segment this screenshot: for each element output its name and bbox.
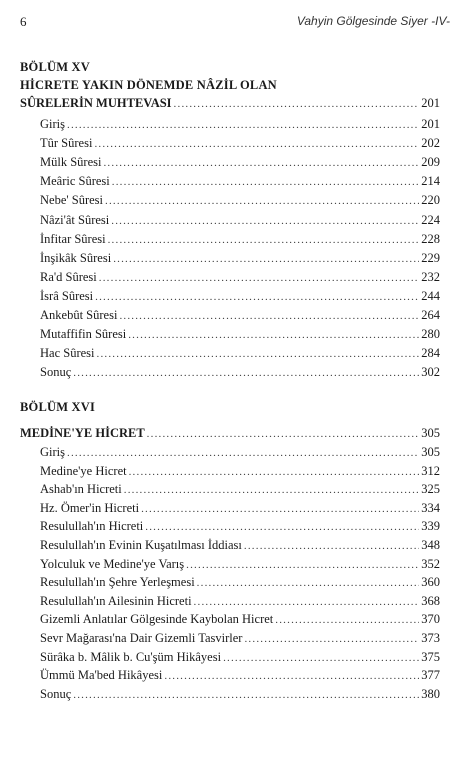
toc-entry[interactable]: [40, 211, 440, 229]
toc-page-number: 202: [421, 136, 440, 151]
toc-entry-title: İnşikâk Sûresi: [40, 250, 112, 265]
toc-entry[interactable]: [40, 306, 440, 324]
toc-entry[interactable]: [40, 134, 440, 152]
dot-leader: [99, 270, 419, 286]
page-number: 6: [20, 14, 27, 29]
toc-entry-title: İnfitar Sûresi: [40, 231, 106, 246]
toc-entry[interactable]: [40, 685, 440, 703]
toc-entry-title: Nebe' Sûresi: [40, 193, 104, 208]
dot-leader: [141, 501, 419, 517]
toc-page-number: 224: [421, 212, 440, 227]
dot-leader: [194, 594, 420, 610]
toc-page-number: 373: [421, 631, 440, 645]
toc-entry-title: Sonuç: [40, 686, 72, 701]
toc-entry[interactable]: [40, 555, 440, 573]
dot-leader: [97, 346, 420, 362]
toc-page-number: 264: [421, 308, 440, 322]
dot-leader: [103, 155, 419, 171]
toc-entry-title: Meâric Sûresi: [40, 174, 110, 189]
section-label-xvi: BÖLÜM XVI: [20, 400, 96, 414]
toc-entry-title: Mülk Sûresi: [40, 155, 102, 170]
toc-entry-title: Hz. Ömer'in Hicreti: [40, 500, 140, 515]
toc-page-number: 201: [421, 117, 440, 131]
toc-page-number: 232: [421, 269, 440, 284]
toc-entry[interactable]: [40, 191, 440, 209]
toc-page-number: 302: [421, 365, 440, 380]
toc-entry[interactable]: [40, 499, 440, 517]
dot-leader: [244, 538, 419, 554]
toc-entry[interactable]: [40, 648, 440, 666]
toc-entry[interactable]: [40, 536, 440, 554]
dot-leader: [186, 557, 419, 573]
toc-main-title: MEDİNE'YE HİCRET: [20, 426, 145, 440]
dot-leader: [94, 136, 419, 152]
toc-page-number: 377: [421, 668, 440, 683]
dot-leader: [113, 251, 419, 267]
dot-leader: [164, 668, 419, 684]
section-title-xv-line1: HİCRETE YAKIN DÖNEMDE NÂZİL OLAN: [20, 78, 277, 92]
toc-page-number: 380: [421, 686, 440, 701]
toc-entry-title: Resulullah'ın Hicreti: [40, 519, 144, 534]
toc-entry-title: Resulullah'ın Ailesinin Hicreti: [40, 593, 192, 608]
toc-page-number: 312: [421, 463, 440, 478]
toc-page-number: 228: [421, 231, 440, 246]
dot-leader: [112, 174, 419, 190]
toc-entry-title: Hac Sûresi: [40, 346, 95, 361]
toc-entry[interactable]: [40, 462, 440, 480]
toc-entry-title: Ashab'ın Hicreti: [40, 482, 122, 497]
dot-leader: [275, 612, 419, 628]
toc-entry-title: Nâzi'ât Sûresi: [40, 212, 110, 227]
toc-main-entry-xvi[interactable]: [20, 424, 440, 442]
dot-leader: [119, 308, 419, 324]
toc-entry[interactable]: [40, 443, 440, 461]
toc-entry-title: Giriş: [40, 117, 65, 131]
toc-entry[interactable]: [40, 629, 440, 647]
toc-entry[interactable]: [40, 480, 440, 498]
toc-entry-title: Giriş: [40, 445, 65, 459]
toc-page-number: 305: [421, 445, 440, 459]
dot-leader: [108, 232, 420, 248]
toc-entry[interactable]: [40, 573, 440, 591]
dot-leader: [73, 687, 419, 703]
toc-entry[interactable]: [40, 249, 440, 267]
toc-entry-title: Yolculuk ve Medine'ye Varış: [40, 556, 185, 571]
toc-page-number: 368: [421, 593, 440, 608]
toc-entry[interactable]: [40, 153, 440, 171]
toc-entry-title: Sonuç: [40, 365, 72, 380]
toc-main-entry-xv[interactable]: [20, 94, 440, 112]
toc-page-number: 325: [421, 482, 440, 497]
toc-page-number: 352: [421, 556, 440, 571]
toc-page-number: 220: [421, 193, 440, 208]
toc-page-number: 244: [421, 288, 440, 303]
toc-page-number: 201: [421, 96, 440, 110]
toc-entry[interactable]: [40, 268, 440, 286]
toc-entry-title: Gizemli Anlatılar Gölgesinde Kaybolan Hicret: [40, 612, 274, 627]
running-title: Vahyin Gölgesinde Siyer -IV-: [296, 14, 450, 28]
toc-page-number: 360: [421, 575, 440, 590]
toc-page-number: 284: [421, 346, 440, 361]
dot-leader: [124, 482, 420, 498]
toc-entry-title: Medine'ye Hicret: [40, 463, 127, 478]
dot-leader: [129, 464, 420, 480]
toc-entry[interactable]: [40, 287, 440, 305]
toc-entry-title: Ankebût Sûresi: [40, 308, 118, 322]
dot-leader: [105, 193, 419, 209]
section-label-xv: BÖLÜM XV: [20, 60, 91, 74]
dot-leader: [197, 575, 420, 591]
dot-leader: [111, 213, 419, 229]
toc-entry-title: Sürâka b. Mâlik b. Cu'şüm Hikâyesi: [40, 649, 222, 664]
toc-main-title: SÛRELERİN MUHTEVASI: [20, 96, 172, 110]
dot-leader: [67, 117, 419, 133]
dot-leader: [73, 365, 419, 381]
dot-leader: [147, 426, 420, 442]
toc-entry[interactable]: [40, 517, 440, 535]
toc-entry[interactable]: [40, 666, 440, 684]
dot-leader: [95, 289, 419, 305]
page-header: [20, 14, 450, 32]
toc-page-number: 375: [421, 649, 440, 664]
toc-entry[interactable]: [40, 325, 440, 343]
toc-entry[interactable]: [40, 230, 440, 248]
toc-page-number: 214: [421, 174, 440, 189]
toc-entry-title: Ümmü Ma'bed Hikâyesi: [40, 668, 163, 683]
dot-leader: [223, 650, 419, 666]
toc-page-number: 209: [421, 155, 440, 170]
toc-page-number: 348: [421, 538, 440, 552]
dot-leader: [145, 519, 419, 535]
toc-entry-title: Ra'd Sûresi: [40, 269, 97, 284]
dot-leader: [67, 445, 419, 461]
toc-entry-title: Sevr Mağarası'na Dair Gizemli Tasvirler: [40, 631, 243, 645]
toc-entry-title: Tûr Sûresi: [40, 136, 93, 151]
toc-page-number: 334: [421, 500, 440, 515]
toc-entry-title: İsrâ Sûresi: [40, 288, 94, 303]
toc-page-number: 229: [421, 250, 440, 265]
toc-entry-title: Resulullah'ın Şehre Yerleşmesi: [40, 575, 195, 590]
toc-page-number: 370: [421, 612, 440, 627]
dot-leader: [128, 327, 419, 343]
toc-entry[interactable]: [40, 363, 440, 381]
toc-entry[interactable]: [40, 115, 440, 133]
toc-page-number: 280: [421, 327, 440, 342]
toc-entry-title: Resulullah'ın Evinin Kuşatılması İddiası: [40, 538, 242, 552]
toc-entry[interactable]: [40, 610, 440, 628]
dot-leader: [174, 96, 420, 112]
toc-page-number: 339: [421, 519, 440, 534]
dot-leader: [244, 631, 419, 647]
toc-entry[interactable]: [40, 592, 440, 610]
toc-entry-title: Mutaffifin Sûresi: [40, 327, 127, 342]
toc-page-number: 305: [421, 426, 440, 440]
toc-entry[interactable]: [40, 344, 440, 362]
toc-entry[interactable]: [40, 172, 440, 190]
